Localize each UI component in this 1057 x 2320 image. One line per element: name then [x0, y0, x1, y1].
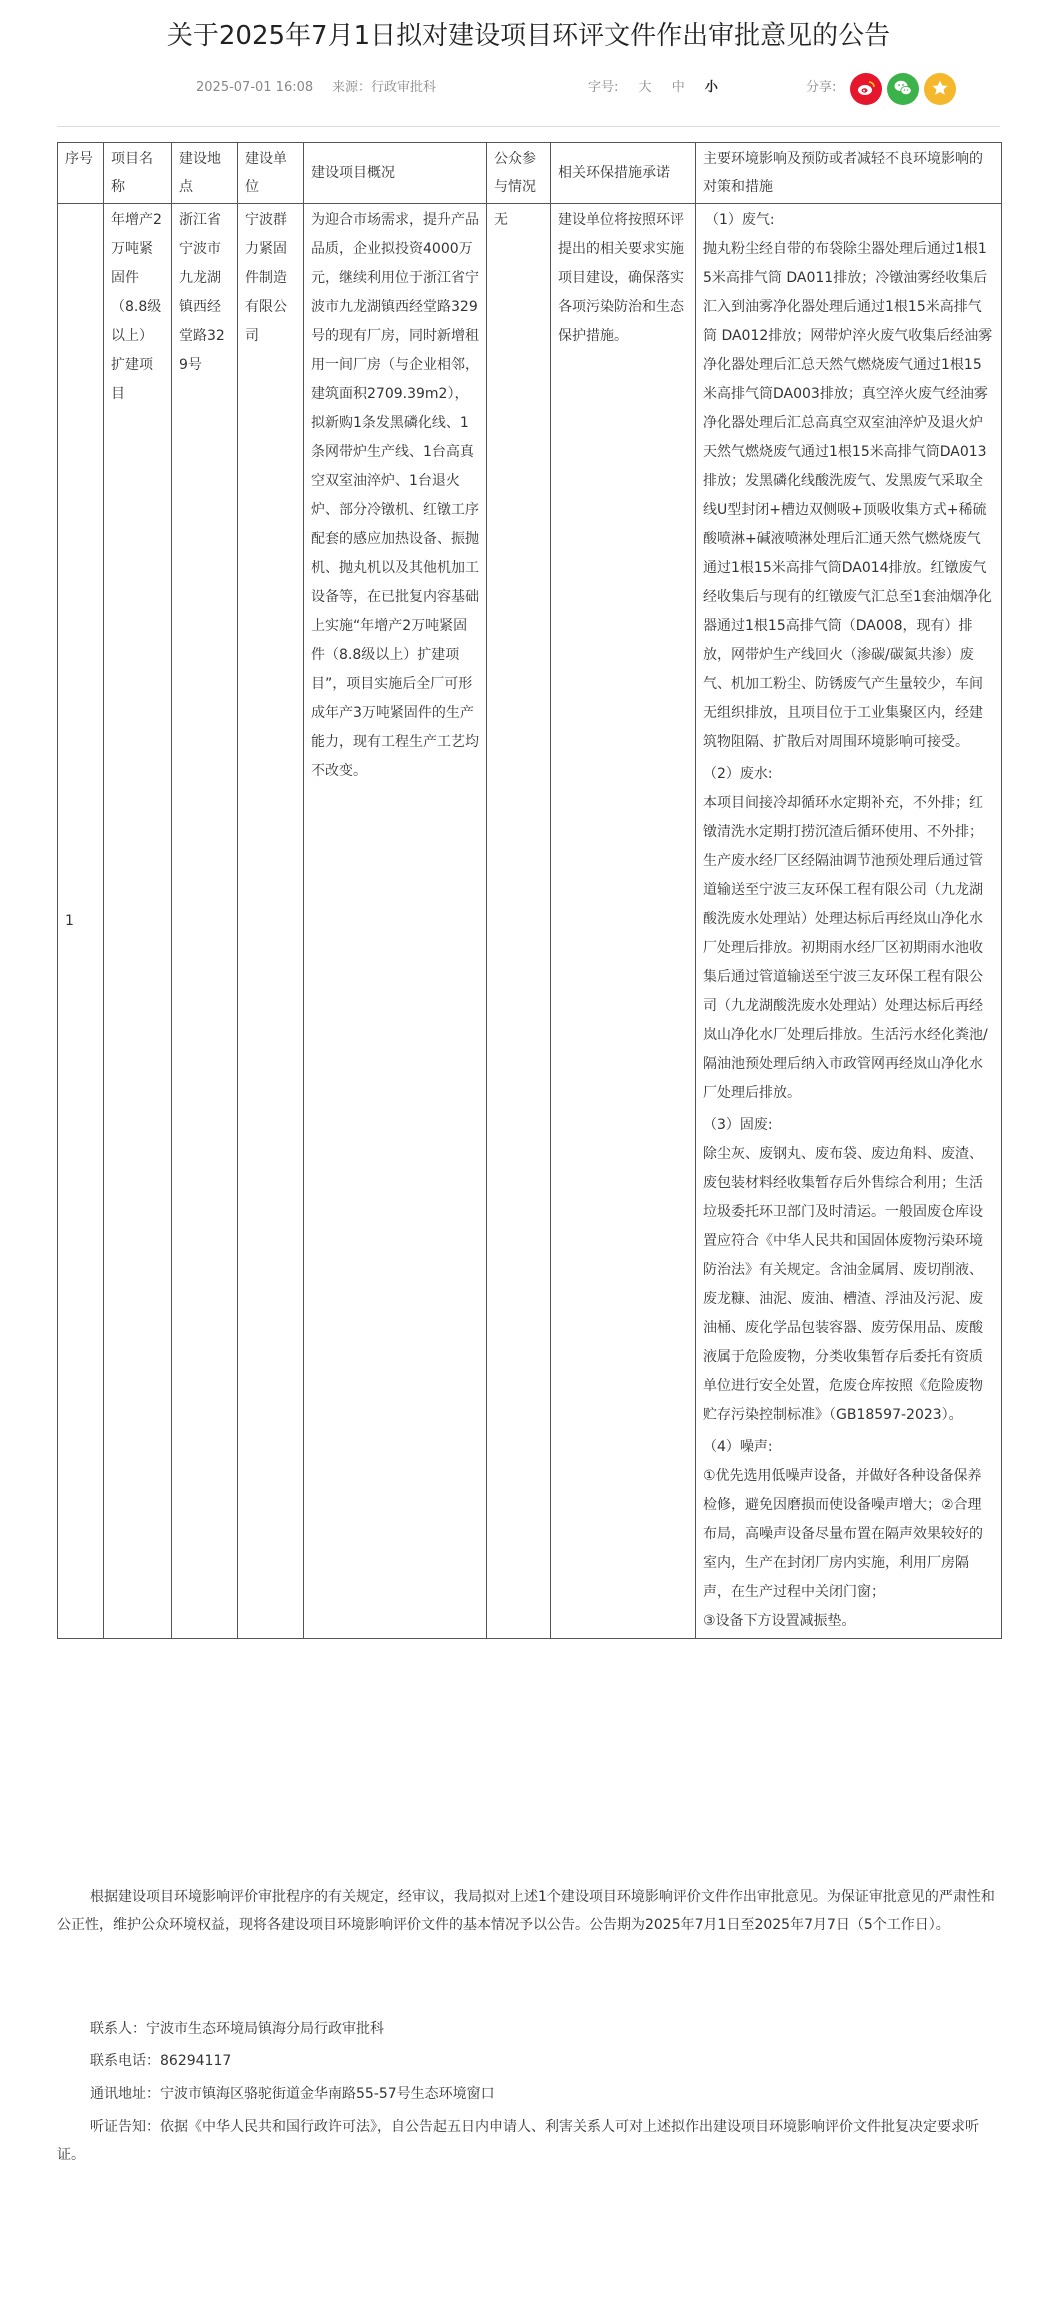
header-participation: 公众参与情况	[487, 143, 551, 204]
solid-heading: （3）固废:	[703, 1117, 773, 1133]
contact-address: 通讯地址：宁波市镇海区骆驼街道金华南路55-57号生态环境窗口	[90, 2086, 495, 2102]
solid-text: 除尘灰、废钢丸、废布袋、废边角料、废渣、废包装材料经收集暂存后外售综合利用；生活垃圾委托环卫部门及时清运。一般固废仓库设置应符合《中华人民共和国固体废物污染环境防治法》有关规定。含油金属屑、废切削液、废龙糠、油泥、废油、槽渣、浮油及污泥、废油桶、废化学品包装容器、废劳保用品、废酸液属于危险废物，分类收集暂存后委托有资质单位进行安全处置，危废仓库按照《危险废物贮存污染控制标准》（GB18597-2023）。	[703, 1146, 983, 1423]
publish-date: 2025-07-01 16:08	[196, 80, 314, 95]
water-text: 本项目间接冷却循环水定期补充，不外排；红镦清洗水定期打捞沉渣后循环使用、不外排；生产废水经厂区经隔油调节池预处理后通过管道输送至宁波三友环保工程有限公司（九龙湖酸洗废水处理站）处理达标后再经岚山净化水厂处理后排放。初期雨水经厂区初期雨水池收集后通过管道输送至宁波三友环保工程有限公司（九龙湖酸洗废水处理站）处理达标后再经岚山净化水厂处理后排放。生活污水经化粪池/隔油池预处理后纳入市政管网再经岚山净化水厂处理后排放。	[703, 795, 988, 1101]
header-location: 建设地点	[172, 143, 238, 204]
cell-project-name: 年增产2万吨紧固件（8.8级以上）扩建项目	[104, 204, 172, 1639]
noise-heading: （4）噪声:	[703, 1439, 773, 1455]
source-label: 来源：行政审批科	[332, 80, 437, 95]
header-no: 序号	[58, 143, 104, 204]
star-icon	[931, 79, 949, 100]
cell-commitment: 建设单位将按照环评提出的相关要求实施项目建设，确保落实各项污染防治和生态保护措施。	[551, 204, 696, 1639]
cell-no: 1	[58, 204, 104, 1639]
cell-location: 浙江省宁波市九龙湖镇西经堂路329号	[172, 204, 238, 1639]
font-size-switcher	[588, 78, 718, 98]
header-overview: 建设项目概况	[304, 143, 487, 204]
table-header-row	[58, 143, 1002, 204]
weibo-share-button[interactable]	[850, 73, 882, 105]
noise-text: ①优先选用低噪声设备，并做好各种设备保养检修，避免因磨损而使设备噪声增大；②合理布局，高噪声设备尽量布置在隔声效果较好的室内，生产在封闭厂房内实施，利用厂房隔声，在生产过程中关闭门窗；	[703, 1468, 983, 1600]
contact-phone: 联系电话：86294117	[90, 2053, 232, 2069]
header-commitment: 相关环保措施承诺	[551, 143, 696, 204]
hearing-notice: 听证告知：依据《中华人民共和国行政许可法》，自公告起五日内申请人、利害关系人可对上述拟作出建设项目环境影响评价文件批复决定要求听证。	[57, 2119, 979, 2163]
font-size-small-button[interactable]: 小	[704, 80, 718, 95]
share-label: 分享:	[806, 80, 837, 95]
favorite-share-button[interactable]	[924, 73, 956, 105]
cell-participation: 无	[487, 204, 551, 1639]
wechat-share-button[interactable]	[887, 73, 919, 105]
gas-text: 抛丸粉尘经自带的布袋除尘器处理后通过1根15米高排气筒 DA011排放；冷镦油雾经收集后汇入到油雾净化器处理后通过1根15米高排气筒 DA012排放；网带炉淬火废气收集后经油雾净化器处理后汇总天然气燃烧废气通过1根15米高排气筒DA003排放；真空淬火废气经油雾净化器处理后汇总高真空双室油淬炉及退火炉天然气燃烧废气通过1根15米高排气筒DA013排放；发黑磷化线酸洗废气、发黑废气采取全线U型封闭+槽边双侧吸+顶吸收集方式+稀硫酸喷淋+碱液喷淋处理后汇通天然气燃烧废气通过1根15米高排气筒DA014排放。红镦废气经收集后与现有的红镦废气汇总至1套油烟净化器通过1根15高排气筒（DA008，现有）排放，网带炉生产线回火（渗碳/碳氮共渗）废气、机加工粉尘、防锈废气产生量较少，车间无组织排放，且项目位于工业集聚区内，经建筑物阻隔、扩散后对周围环境影响可接受。	[703, 241, 993, 750]
cell-unit: 宁波群力紧固件制造有限公司	[238, 204, 304, 1639]
cell-overview: 为迎合市场需求，提升产品品质，企业拟投资4000万元，继续利用位于浙江省宁波市九龙湖镇西经堂路329号的现有厂房，同时新增租用一间厂房（与企业相邻，建筑面积2709.39m2），拟新购1条发黑磷化线、1条网带炉生产线、1台高真空双室油淬炉、1台退火炉、部分冷镦机、红镦工序配套的感应加热设备、振抛机、抛丸机以及其他机加工设备等，在已批复内容基础上实施“年增产2万吨紧固件（8.8级以上）扩建项目”，项目实施后全厂可形成年产3万吨紧固件的生产能力，现有工程生产工艺均不改变。	[304, 204, 487, 1639]
header-unit: 建设单位	[238, 143, 304, 204]
table-row	[58, 204, 1002, 1639]
font-size-medium-button[interactable]: 中	[671, 80, 685, 95]
font-size-label: 字号:	[588, 80, 619, 95]
noise-text-last: ③设备下方设置减振垫。	[703, 1613, 856, 1629]
water-heading: （2）废水:	[703, 766, 773, 782]
font-size-large-button[interactable]: 大	[638, 80, 652, 95]
contact-person: 联系人：宁波市生态环境局镇海分局行政审批科	[90, 2021, 384, 2037]
header-measures: 主要环境影响及预防或者减轻不良环境影响的对策和措施	[696, 143, 1002, 204]
cell-measures	[696, 204, 1002, 1639]
header-divider	[57, 126, 1000, 127]
page-title: 关于2025年7月1日拟对建设项目环评文件作出审批意见的公告	[166, 21, 891, 51]
announcement-paragraph: 根据建设项目环境影响评价审批程序的有关规定，经审议，我局拟对上述1个建设项目环境影响评价文件作出审批意见。为保证审批意见的严肃性和公正性，维护公众环境权益，现将各建设项目环境影响评价文件的基本情况予以公告。公告期为2025年7月1日至2025年7月7日（5个工作日）。	[57, 1889, 995, 1933]
header-project-name: 项目名称	[104, 143, 172, 204]
project-table	[57, 142, 1002, 1639]
gas-heading: （1）废气:	[705, 212, 775, 228]
weibo-icon	[856, 78, 876, 101]
wechat-icon	[893, 78, 913, 101]
